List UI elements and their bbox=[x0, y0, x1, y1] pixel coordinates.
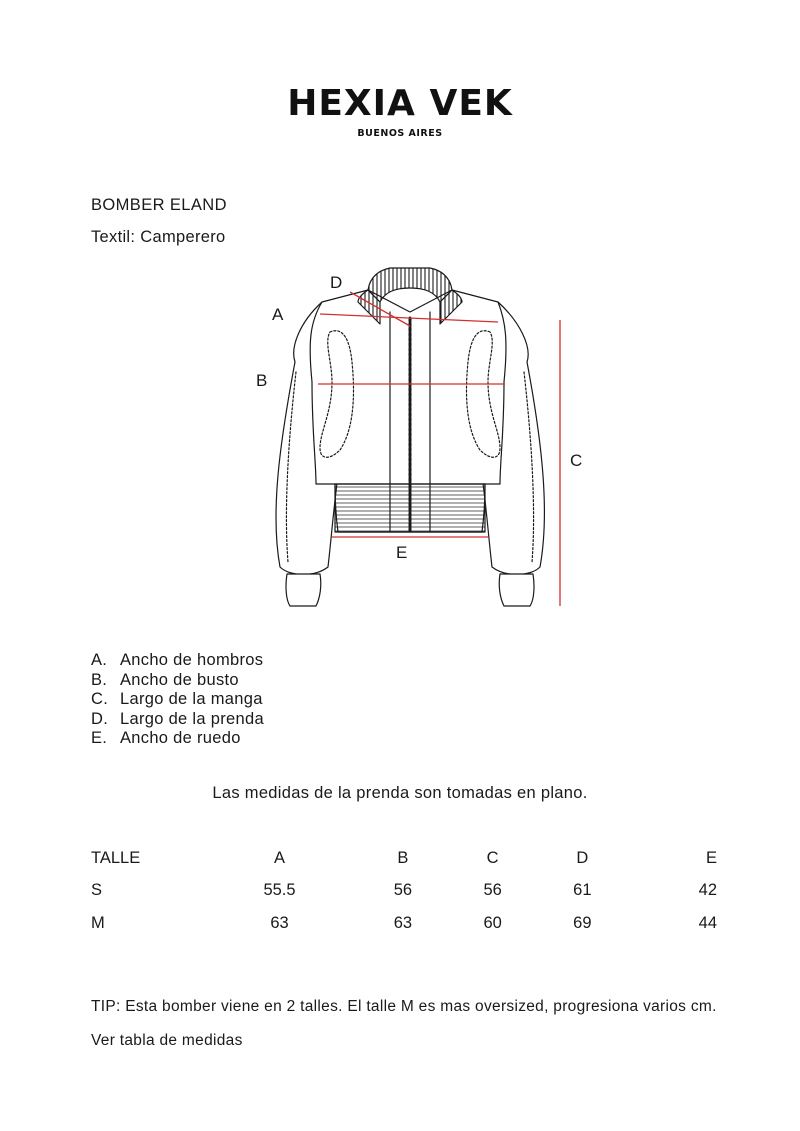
legend-item bbox=[91, 710, 264, 730]
legend-text: Ancho de busto bbox=[120, 670, 239, 689]
table-header-cell: A bbox=[274, 848, 286, 867]
table-header-row bbox=[91, 842, 717, 875]
table-cell: M bbox=[91, 913, 105, 932]
legend-text: Largo de la prenda bbox=[120, 709, 264, 728]
product-title: BOMBER ELAND bbox=[91, 196, 227, 214]
legend-text: Largo de la manga bbox=[120, 690, 263, 708]
legend-key: B. bbox=[91, 670, 108, 689]
table-header-cell: TALLE bbox=[91, 848, 141, 867]
table-row bbox=[91, 875, 717, 908]
legend-key: D. bbox=[91, 709, 109, 728]
table-header-cell: C bbox=[486, 848, 499, 867]
brand-logo: HEXIA VEK bbox=[287, 83, 513, 124]
legend-key: E. bbox=[91, 729, 108, 747]
legend-item bbox=[91, 651, 264, 671]
tip-text: TIP: Esta bomber viene en 2 talles. El talle M es mas oversized, progresiona varios cm. Ver tabla de medidas bbox=[91, 998, 717, 1049]
table-cell: 61 bbox=[573, 881, 592, 900]
table-cell: 55.5 bbox=[263, 881, 296, 900]
brand-city: BUENOS AIRES bbox=[357, 128, 443, 139]
measurement-legend bbox=[91, 651, 264, 749]
table-cell: 63 bbox=[270, 913, 289, 932]
table-cell: 56 bbox=[483, 881, 502, 900]
legend-text: Ancho de ruedo bbox=[120, 729, 241, 747]
table-cell: 44 bbox=[698, 913, 717, 932]
table-cell: S bbox=[91, 881, 103, 900]
brand-header bbox=[0, 84, 800, 139]
diagram-label-c: C bbox=[570, 451, 583, 470]
diagram-label-e: E bbox=[396, 543, 408, 562]
table-header-cell: B bbox=[397, 848, 409, 867]
legend-key: A. bbox=[91, 651, 108, 669]
collar bbox=[368, 268, 452, 302]
diagram-label-b: B bbox=[256, 371, 268, 390]
table-cell: 60 bbox=[483, 913, 502, 932]
fabric-line bbox=[91, 228, 231, 247]
fabric-value: Camperero bbox=[140, 228, 226, 246]
diagram-label-d: D bbox=[330, 273, 343, 292]
left-cuff bbox=[286, 574, 321, 606]
bomber-diagram bbox=[240, 262, 620, 614]
size-table bbox=[91, 842, 717, 940]
measurement-note: Las medidas de la prenda son tomadas en plano. bbox=[212, 784, 588, 802]
legend-text: Ancho de hombros bbox=[120, 651, 264, 669]
table-row bbox=[91, 907, 717, 940]
diagram-label-a: A bbox=[272, 305, 284, 324]
table-cell: 69 bbox=[573, 913, 592, 932]
legend-key: C. bbox=[91, 690, 109, 708]
table-cell: 56 bbox=[393, 881, 413, 900]
fabric-label: Textil: bbox=[91, 228, 136, 246]
table-cell: 63 bbox=[393, 913, 413, 932]
legend-item bbox=[91, 729, 264, 749]
legend-item bbox=[91, 690, 264, 710]
legend-item bbox=[91, 671, 264, 691]
right-cuff bbox=[499, 574, 534, 606]
table-header-cell: D bbox=[576, 848, 589, 867]
jacket-body bbox=[310, 290, 506, 484]
table-cell: 42 bbox=[698, 881, 717, 900]
table-header-cell: E bbox=[705, 848, 717, 867]
